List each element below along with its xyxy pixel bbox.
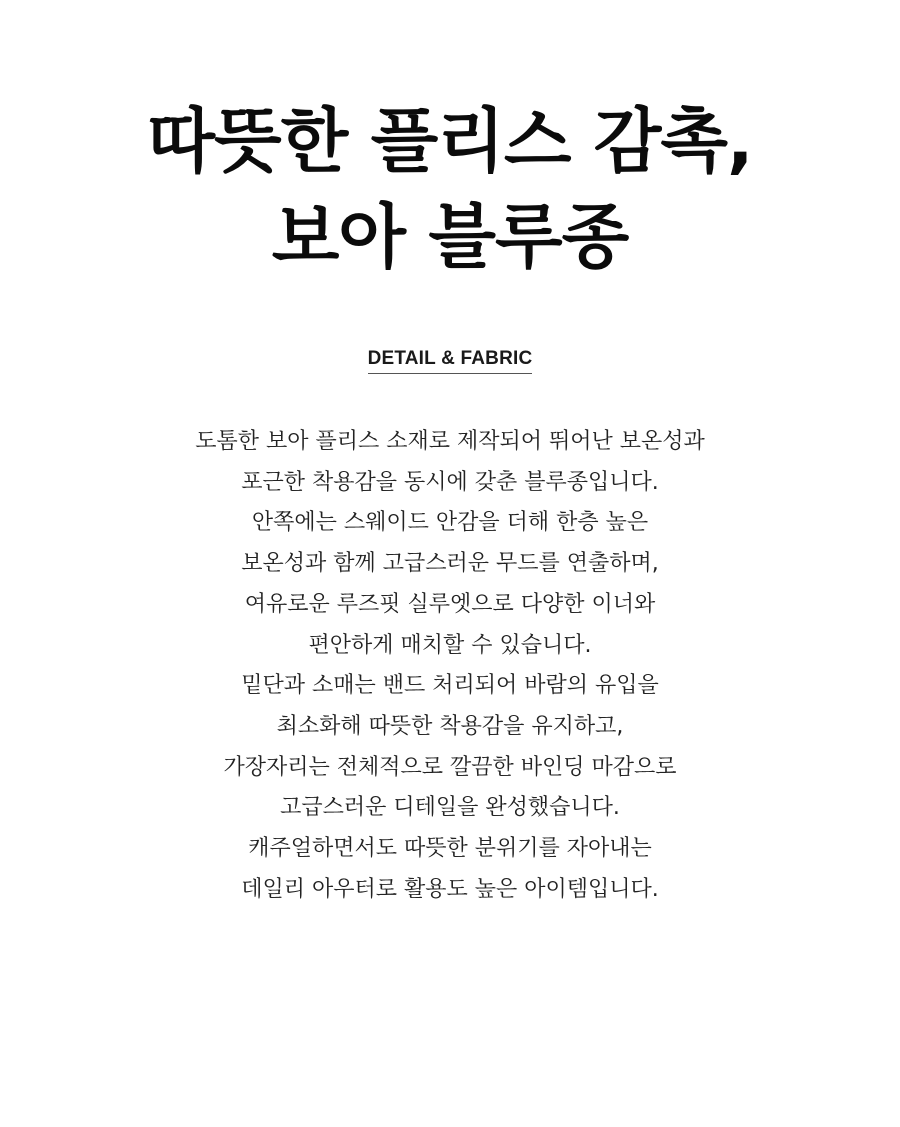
headline bbox=[0, 93, 900, 285]
description-line: 고급스러운 디테일을 완성했습니다. bbox=[280, 795, 620, 821]
description-line: 편안하게 매치할 수 있습니다. bbox=[308, 632, 592, 658]
description-line: 캐주얼하면서도 따뜻한 분위기를 자아내는 bbox=[248, 836, 652, 862]
description-line: 밑단과 소매는 밴드 처리되어 바람의 유입을 bbox=[241, 673, 659, 699]
description-line: 가장자리는 전체적으로 깔끔한 바인딩 마감으로 bbox=[223, 754, 677, 780]
section-label-container bbox=[0, 348, 900, 374]
description-line: 안쪽에는 스웨이드 안감을 더해 한층 높은 bbox=[251, 510, 649, 536]
product-description bbox=[0, 422, 900, 910]
description-line: 포근한 착용감을 동시에 갖춘 블루종입니다. bbox=[241, 469, 659, 495]
headline-line: 따뜻한 플리스 감촉, bbox=[147, 100, 753, 183]
section-label: DETAIL & FABRIC bbox=[368, 348, 533, 374]
description-line: 데일리 아우터로 활용도 높은 아이템입니다. bbox=[241, 876, 659, 902]
description-line: 도톰한 보아 플리스 소재로 제작되어 뛰어난 보온성과 bbox=[195, 429, 705, 454]
description-line: 여유로운 루즈핏 실루엣으로 다양한 이너와 bbox=[244, 591, 656, 617]
description-line: 보온성과 함께 고급스러운 무드를 연출하며, bbox=[241, 551, 659, 577]
headline-line: 보아 블루종 bbox=[271, 196, 629, 279]
description-line: 최소화해 따뜻한 착용감을 유지하고, bbox=[276, 713, 624, 739]
